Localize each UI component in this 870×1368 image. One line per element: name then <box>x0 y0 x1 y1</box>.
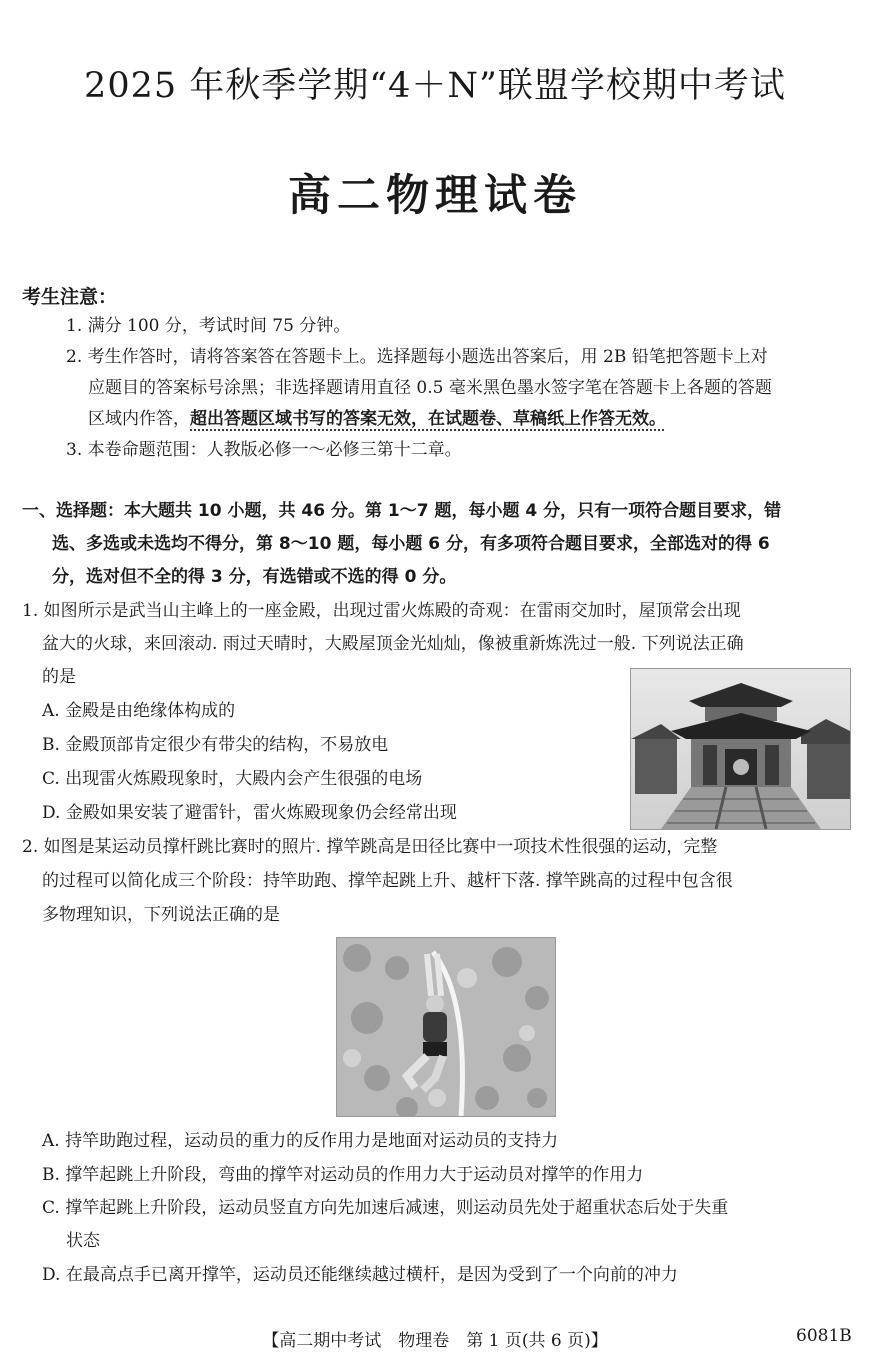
exam-title: 2025 年秋季学期“4＋N”联盟学校期中考试 <box>84 66 786 106</box>
question-stem-line: 1. 如图所示是武当山主峰上的一座金殿，出现过雷火炼殿的奇观：在雷雨交加时，屋顶常会出现 <box>22 601 741 621</box>
section-heading-line-3: 分，选对但不全的得 3 分，有选错或不选的得 0 分。 <box>52 567 457 587</box>
golden-hall-illustration <box>631 669 850 829</box>
option-c: C. 出现雷火炼殿现象时，大殿内会产生很强的电场 <box>42 769 423 789</box>
exam-subtitle: 高二物理试卷 <box>288 171 582 221</box>
option-a: A. 持竿助跑过程，运动员的重力的反作用力是地面对运动员的支持力 <box>42 1131 559 1151</box>
notice-item-1: 1. 满分 100 分，考试时间 75 分钟。 <box>66 316 351 336</box>
notice-emphasis: 超出答题区域书写的答案无效，在试题卷、草稿纸上作答无效。 <box>190 409 666 429</box>
option-b: B. 金殿顶部肯定很少有带尖的结构，不易放电 <box>42 735 389 755</box>
section-heading-line-1: 一、选择题：本大题共 10 小题，共 46 分。第 1～7 题，每小题 4 分，只有一项符合题目要求，错 <box>22 501 782 521</box>
notice-heading: 考生注意： <box>22 286 118 308</box>
notice-item-3: 3. 本卷命题范围：人教版必修一～必修三第十二章。 <box>66 440 462 460</box>
pole-vault-photo <box>336 937 556 1117</box>
paper-code: 6081B <box>796 1326 852 1346</box>
option-c: C. 撑竿起跳上升阶段，运动员竖直方向先加速后减速，则运动员先处于超重状态后处于失重 <box>42 1198 729 1218</box>
question-stem-line: 2. 如图是某运动员撑杆跳比赛时的照片. 撑竿跳高是田径比赛中一项技术性很强的运动，完整 <box>22 837 718 857</box>
question-stem-line: 盆大的火球，来回滚动. 雨过天晴时，大殿屋顶金光灿灿，像被重新炼洗过一般. 下列说法正确 <box>42 634 744 654</box>
question-stem-line: 的是 <box>42 667 76 687</box>
notice-item-2-line-3 <box>88 407 666 431</box>
option-c-continuation: 状态 <box>66 1231 100 1251</box>
golden-hall-photo <box>630 668 851 830</box>
section-heading-line-2: 选、多选或未选均不得分，第 8～10 题，每小题 6 分，有多项符合题目要求，全部选对的得 6 <box>52 534 770 554</box>
option-a: A. 金殿是由绝缘体构成的 <box>42 701 236 721</box>
question-stem-line: 多物理知识，下列说法正确的是 <box>42 905 280 925</box>
notice-item-2-line-2: 应题目的答案标号涂黑；非选择题请用直径 0.5 毫米黑色墨水签字笔在答题卡上各题的答题 <box>88 378 772 398</box>
option-d: D. 在最高点手已离开撑竿，运动员还能继续越过横杆，是因为受到了一个向前的冲力 <box>42 1265 678 1285</box>
notice-item-2-plain: 区域内作答， <box>88 409 190 429</box>
question-stem-line: 的过程可以简化成三个阶段：持竿助跑、撑竿起跳上升、越杆下落. 撑竿跳高的过程中包含很 <box>42 871 733 891</box>
notice-item-2-line-1: 2. 考生作答时，请将答案答在答题卡上。选择题每小题选出答案后，用 2B 铅笔把答题卡上对 <box>66 347 768 367</box>
pole-vault-illustration <box>337 938 555 1116</box>
page-footer: 【高二期中考试 物理卷 第 1 页(共 6 页)】 <box>262 1331 608 1351</box>
option-b: B. 撑竿起跳上升阶段，弯曲的撑竿对运动员的作用力大于运动员对撑竿的作用力 <box>42 1165 644 1185</box>
option-d: D. 金殿如果安装了避雷针，雷火炼殿现象仍会经常出现 <box>42 803 457 823</box>
